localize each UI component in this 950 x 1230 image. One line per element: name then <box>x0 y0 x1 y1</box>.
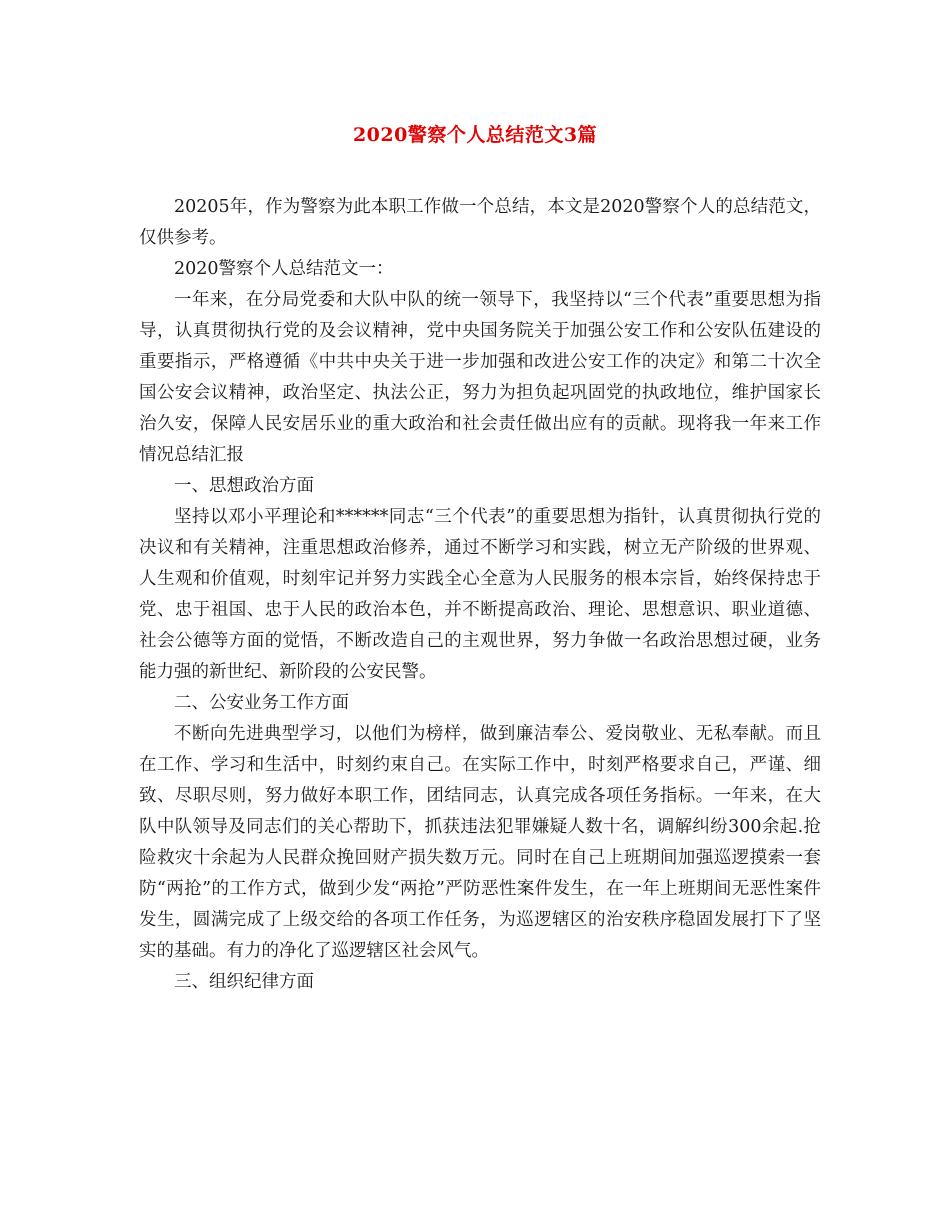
body-paragraph: 不断向先进典型学习，以他们为榜样，做到廉洁奉公、爱岗敬业、无私奉献。而且在工作、学习和生活中，时刻约束自己。在实际工作中，时刻严格要求自己，严谨、细致、尽职尽则，努力做好本职工作，团结同志，认真完成各项任务指标。一年来，在大队中队领导及同志们的关心帮助下，抓获违法犯罪嫌疑人数十名，调解纠纷300余起.抢险救灾十余起为人民群众挽回财产损失数万元。同时在自己上班期间加强巡逻摸索一套防“两抢”的工作方式，做到少发“两抢”严防恶性案件发生，在一年上班期间无恶性案件发生，圆满完成了上级交给的各项工作任务，为巡逻辖区的治安秩序稳固发展打下了坚实的基础。有力的净化了巡逻辖区社会风气。 <box>139 724 821 961</box>
body-paragraph: 坚持以邓小平理论和******同志“三个代表”的重要思想为指针，认真贯彻执行党的决议和有关精神，注重思想政治修养，通过不断学习和实践，树立无产阶级的世界观、人生观和价值观，时刻牢记并努力实践全心全意为人民服务的根本宗旨，始终保持忠于党、忠于祖国、忠于人民的政治本色，并不断提高政治、理论、思想意识、职业道德、社会公德等方面的觉悟，不断改造自己的主观世界，努力争做一名政治思想过硬，业务能力强的新世纪、新阶段的公安民警。 <box>139 507 821 682</box>
document-body <box>139 192 821 998</box>
intro-paragraph: 20205年，作为警察为此本职工作做一个总结，本文是2020警察个人的总结范文，仅供参考。 <box>139 197 821 248</box>
section-heading-ideology: 一、思想政治方面 <box>174 476 314 496</box>
section-heading-essay-one: 2020警察个人总结范文一： <box>174 259 394 279</box>
section-heading-discipline: 三、组织纪律方面 <box>174 972 314 992</box>
section-heading-police-work: 二、公安业务工作方面 <box>174 693 349 713</box>
body-paragraph: 一年来，在分局党委和大队中队的统一领导下，我坚持以“三个代表”重要思想为指导，认真贯彻执行党的及会议精神，党中央国务院关于加强公安工作和公安队伍建设的重要指示，严格遵循《中共中央关于进一步加强和改进公安工作的决定》和第二十次全国公安会议精神，政治坚定、执法公正，努力为担负起巩固党的执政地位，维护国家长治久安，保障人民安居乐业的重大政治和社会责任做出应有的贡献。现将我一年来工作情况总结汇报 <box>139 290 821 465</box>
document-title: 2020警察个人总结范文3篇 <box>352 124 598 146</box>
